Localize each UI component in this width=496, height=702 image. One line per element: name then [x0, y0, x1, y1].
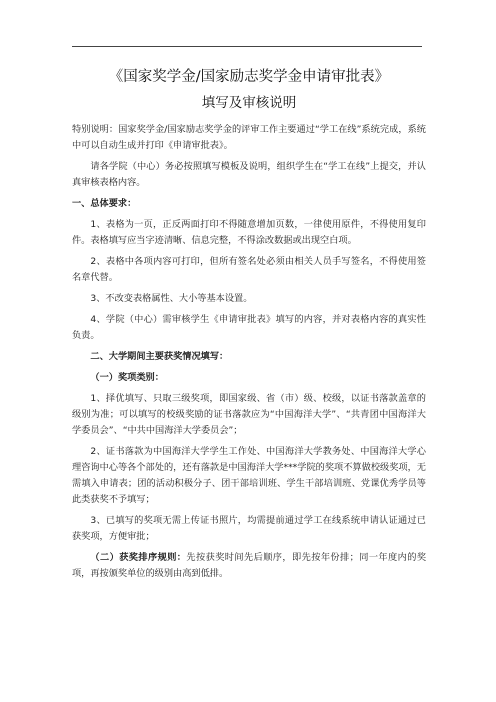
subsection2-heading: （二）获奖排序规则：	[90, 552, 187, 563]
subsection2-text: 先按获奖时间先后顺序，即先按年份排；同一年度内的奖项，再按颁奖单位的级别由高到低排。	[72, 552, 427, 579]
section1-item4: 4、学院（中心）需审核学生《申请审批表》填写的内容，并对表格内容的真实性负责。	[72, 314, 426, 341]
section1-item1: 1、表格为一页，正反两面打印不得随意增加页数，一律使用原件，不得使用复印件。表格填写应当字迹清晰、信息完整，不得涂改数据或出现空白项。	[72, 219, 426, 246]
subsection1-item1: 1、择优填写、只取三级奖项，即国家级、省（市）级、校级，以证书落款盖章的级别为准；可以填写的校级奖励的证书落款应为“中国海洋大学”、“共青团中国海洋大学委员会”、“中共中国海洋大学委员会”；	[72, 393, 426, 436]
intro-paragraph: 请各学院（中心）务必按照填写模板及说明，组织学生在“学工在线”上提交，并认真审核表格内容。	[72, 161, 426, 188]
subsection1-item2: 2、证书落款为中国海洋大学学生工作处、中国海洋大学教务处、中国海洋大学心理咨询中心等各个部处的，还有落款是中国海洋大学***学院的奖项不算做校级奖项，无需填入申请表；团的活动积极分子、团干部培训班、学生干部培训班、党课优秀学员等此类获奖不予填写；	[72, 446, 426, 505]
subsection2-paragraph	[72, 550, 426, 582]
document-subtitle: 填写及审核说明	[201, 95, 297, 111]
special-note: 特别说明：国家奖学金/国家励志奖学金的评审工作主要通过“学工在线”系统完成，系统中可以自动生成并打印《申请审批表》。	[72, 124, 426, 151]
section1-heading: 一、总体要求：	[72, 198, 137, 209]
section2-heading: 二、大学期间主要获奖情况填写：	[90, 351, 229, 362]
header-rule	[72, 46, 422, 47]
subsection1-item3: 3、已填写的奖项无需上传证书照片，均需提前通过学工在线系统申请认证通过已获奖项，方便审批；	[72, 515, 426, 542]
subsection1-heading: （一）奖项类别：	[90, 372, 164, 383]
document-title: 《国家奖学金/国家励志奖学金申请审批表》	[108, 69, 390, 85]
section1-item3: 3、不改变表格属性、大小等基本设置。	[90, 293, 253, 304]
document-body	[72, 68, 426, 582]
section1-item2: 2、表格中各项内容可打印，但所有签名处必须由相关人员手写签名，不得使用签名章代替。	[72, 256, 426, 283]
